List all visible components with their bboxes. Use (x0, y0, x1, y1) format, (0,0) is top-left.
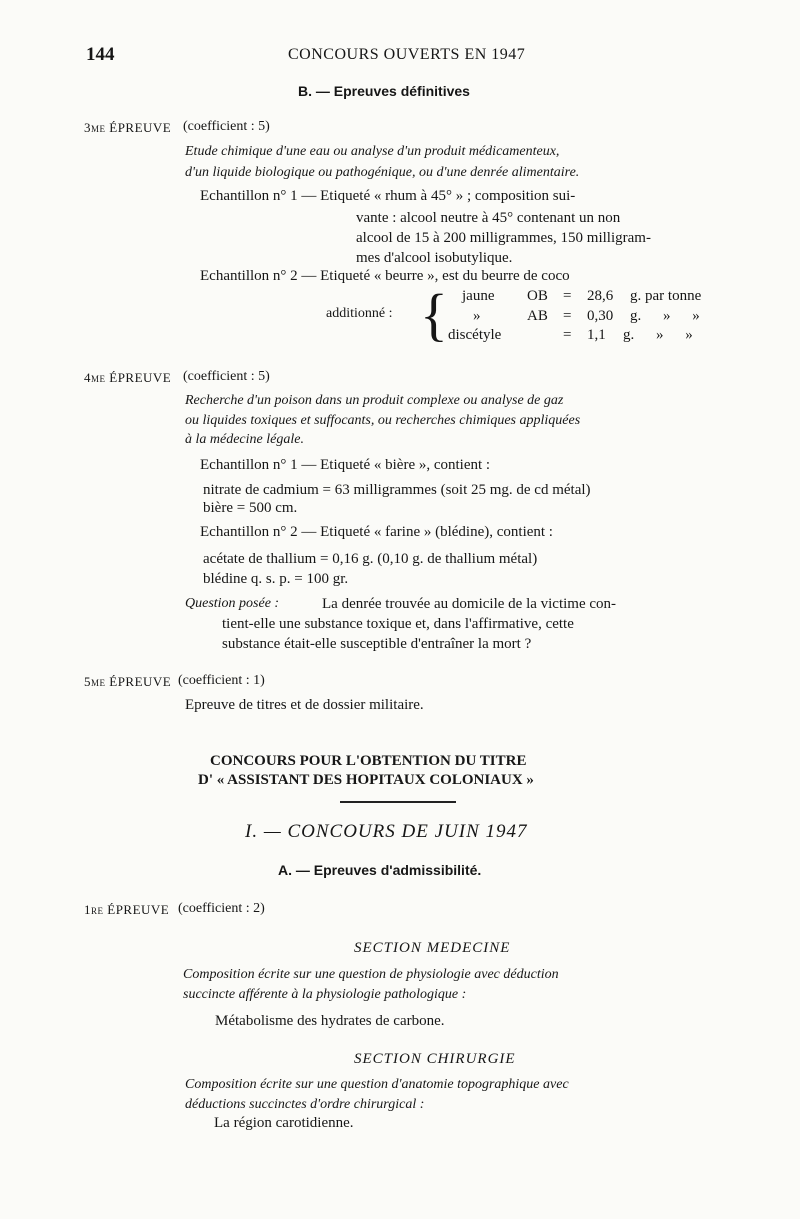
composition-unit: g. » » (623, 327, 693, 343)
epreuve-description: Recherche d'un poison dans un produit complexe ou analyse de gaz (185, 393, 564, 408)
question-label: Question posée : (185, 596, 280, 611)
composition-unit: g. » » (630, 308, 700, 324)
sample-line: Echantillon n° 1 — Etiqueté « bière », contient : (200, 457, 491, 473)
composition-name: discétyle (448, 327, 502, 343)
concours-title: D' « ASSISTANT DES HOPITAUX COLONIAUX » (198, 772, 534, 788)
sample-line: mes d'alcool isobutylique. (356, 250, 513, 266)
composition-value: 0,30 (587, 308, 614, 324)
composition-code: AB (527, 308, 548, 324)
topic: Métabolisme des hydrates de carbone. (215, 1013, 445, 1029)
running-title: CONCOURS OUVERTS EN 1947 (288, 46, 526, 63)
brace: { (420, 282, 448, 347)
section-title: SECTION CHIRURGIE (354, 1051, 516, 1067)
section-heading: A. — Epreuves d'admissibilité. (278, 862, 482, 878)
epreuve-description: Composition écrite sur une question de physiologie avec déduction (183, 967, 559, 982)
sample-line: Echantillon n° 1 — Etiqueté « rhum à 45° » ; composition sui- (200, 188, 576, 204)
composition-line: nitrate de cadmium = 63 milligrammes (soit 25 mg. de cd métal) (203, 482, 591, 498)
question-text: tient-elle une substance toxique et, dans l'affirmative, cette (222, 616, 574, 632)
composition-line: blédine q. s. p. = 100 gr. (203, 571, 349, 587)
coefficient: (coefficient : 2) (178, 901, 265, 916)
coefficient: (coefficient : 1) (178, 673, 265, 688)
composition-value: 28,6 (587, 288, 614, 304)
additionne-label: additionné : (326, 306, 393, 321)
epreuve-label: 1re ÉPREUVE (84, 902, 170, 917)
concours-title: CONCOURS POUR L'OBTENTION DU TITRE (210, 753, 527, 769)
epreuve-description: Epreuve de titres et de dossier militaire. (185, 697, 424, 713)
epreuve-description: d'un liquide biologique ou pathogénique, ou d'une denrée alimentaire. (185, 165, 580, 180)
composition-name: jaune (462, 288, 495, 304)
topic: La région carotidienne. (214, 1115, 354, 1131)
section-heading: B. — Epreuves définitives (298, 83, 470, 99)
page-number: 144 (86, 44, 115, 65)
equals-sign: = (563, 288, 572, 304)
composition-line: bière = 500 cm. (203, 500, 298, 516)
sample-line: Echantillon n° 2 — Etiqueté « farine » (blédine), contient : (200, 524, 553, 540)
coefficient: (coefficient : 5) (183, 119, 270, 134)
concours-subtitle: I. — CONCOURS DE JUIN 1947 (245, 821, 528, 842)
sample-line: alcool de 15 à 200 milligrammes, 150 milligram- (356, 230, 651, 246)
composition-line: acétate de thallium = 0,16 g. (0,10 g. de thallium métal) (203, 551, 538, 567)
question-text: La denrée trouvée au domicile de la victime con- (322, 596, 617, 612)
title-rule (340, 801, 456, 803)
epreuve-description: Composition écrite sur une question d'anatomie topographique avec (185, 1077, 569, 1092)
epreuve-description: déductions succinctes d'ordre chirurgical : (185, 1097, 425, 1112)
epreuve-description: à la médecine légale. (185, 432, 304, 447)
composition-value: 1,1 (587, 327, 606, 343)
epreuve-label: 4me ÉPREUVE (84, 370, 172, 385)
sample-line: vante : alcool neutre à 45° contenant un non (356, 210, 621, 226)
composition-name: » (473, 308, 481, 324)
composition-unit: g. par tonne (630, 288, 702, 304)
composition-code: OB (527, 288, 548, 304)
epreuve-description: Etude chimique d'une eau ou analyse d'un produit médicamenteux, (185, 144, 560, 159)
section-title: SECTION MEDECINE (354, 940, 511, 956)
epreuve-description: ou liquides toxiques et suffocants, ou recherches chimiques appliquées (185, 413, 581, 428)
epreuve-label: 5me ÉPREUVE (84, 674, 172, 689)
sample-line: Echantillon n° 2 — Etiqueté « beurre », est du beurre de coco (200, 268, 570, 284)
epreuve-label: 3me ÉPREUVE (84, 120, 172, 135)
equals-sign: = (563, 327, 572, 343)
question-text: substance était-elle susceptible d'entraîner la mort ? (222, 636, 532, 652)
coefficient: (coefficient : 5) (183, 369, 270, 384)
epreuve-description: succincte afférente à la physiologie pathologique : (183, 987, 467, 1002)
equals-sign: = (563, 308, 572, 324)
